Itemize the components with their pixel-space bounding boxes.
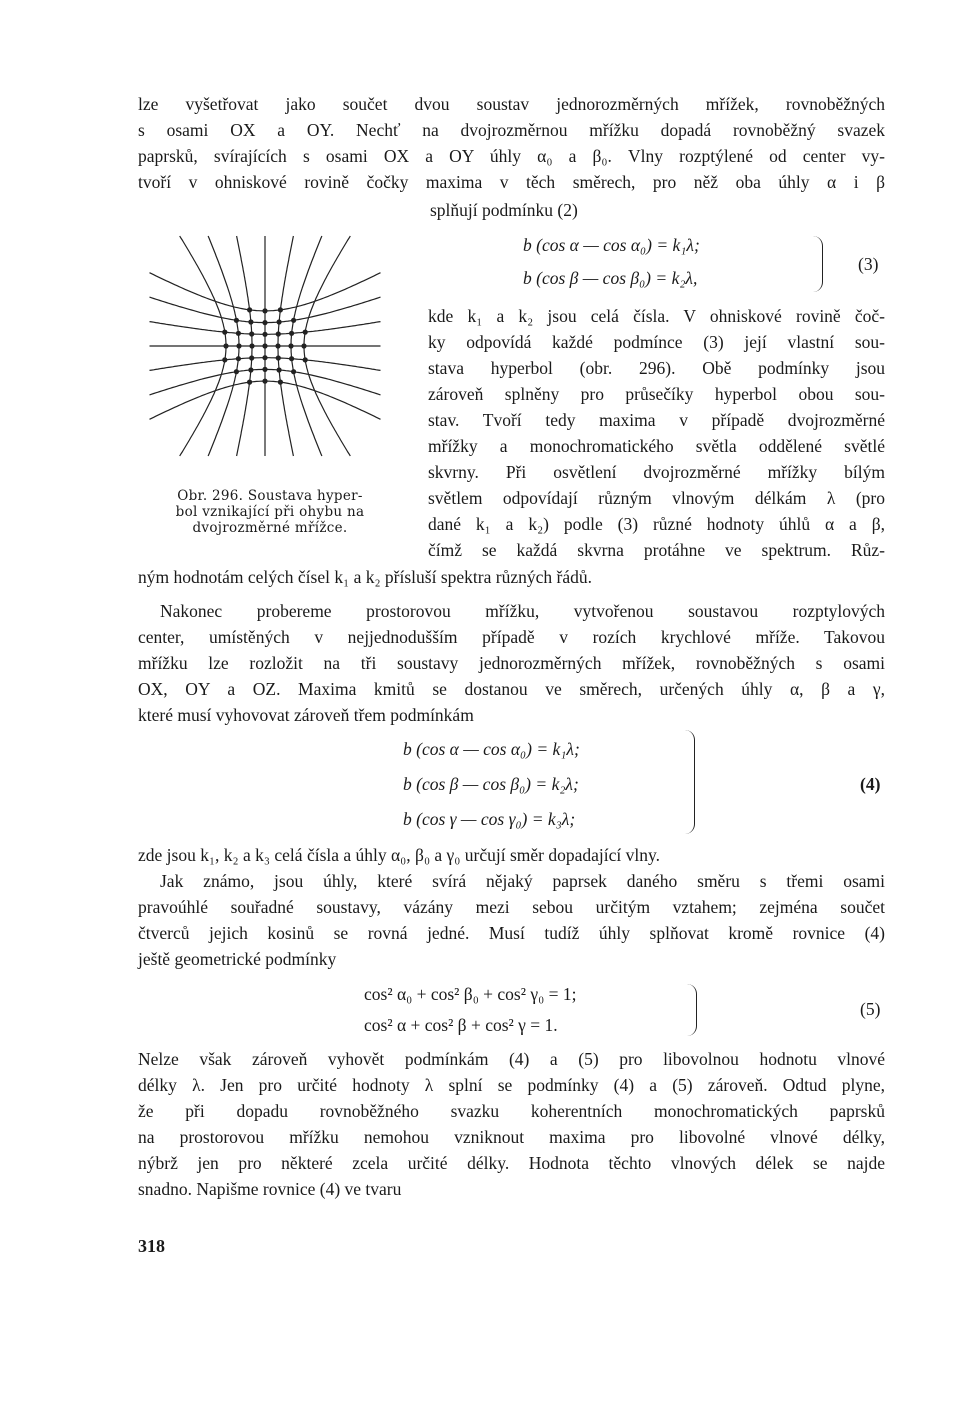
text-line: které musí vyhovovat zároveň třem podmínkám <box>138 705 474 725</box>
text-line: zároveň splněny pro průsečíky hyperbol obou sou- <box>428 384 885 404</box>
text-line: dané k₁ a k₂) podle (3) různé hodnoty úhlů α a β, <box>428 514 885 534</box>
curly-brace <box>680 730 695 834</box>
intersection-dot <box>276 331 281 336</box>
intersection-dot <box>262 343 267 348</box>
text-line: délky λ. Jen pro určité hodnoty λ splní se podmínky (4) a (5) zároveň. Odtud plyne, <box>138 1075 885 1095</box>
equation-line: b (cos γ — cos γ₀) = k₃λ; <box>403 809 576 829</box>
intersection-dot <box>248 319 253 324</box>
intersection-dot <box>262 332 267 337</box>
text-line: zde jsou k₁, k₂ a k₃ celá čísla a úhly α₀, β₀ a γ₀ určují směr dopadající vlny. <box>138 845 660 865</box>
intersection-dot <box>249 331 254 336</box>
intersection-dot <box>222 357 227 362</box>
intersection-dot <box>277 319 282 324</box>
text-line: že při dopadu rovnoběžného svazku koherentních monochromatických paprsků <box>138 1101 885 1121</box>
intersection-dot <box>275 343 280 348</box>
text-line: nýbrž jen pro některé zcela určité délky. Hodnota těchto vlnových délek se najde <box>138 1153 885 1173</box>
text-line: Nelze však zároveň vyhovět podmínkám (4) a (5) pro libovolnou hodnotu vlnové <box>138 1049 885 1069</box>
equation-line: b (cos β — cos β₀) = k₂λ, <box>523 268 698 288</box>
intersection-dot <box>278 380 283 385</box>
text-line: snadno. Napišme rovnice (4) ve tvaru <box>138 1179 402 1199</box>
intersection-dot <box>262 308 267 313</box>
text-line: světlem odpovídají různým vlnovým délkám λ (pro <box>428 488 885 508</box>
intersection-dot <box>248 367 253 372</box>
intersection-dot <box>289 356 294 361</box>
text-line: kde k₁ a k₂ jsou celá čísla. V ohniskové rovině čoč- <box>428 306 885 326</box>
intersection-dot <box>278 307 283 312</box>
curly-brace <box>682 984 697 1036</box>
intersection-dot <box>222 330 227 335</box>
intersection-dot <box>236 343 241 348</box>
equation-number: (4) <box>860 774 881 794</box>
text-line: s osami OX a OY. Nechť na dvojrozměrnou mřížku dopadá rovnoběžný svazek <box>138 120 885 140</box>
text-line: ještě geometrické podmínky <box>138 949 337 969</box>
text-line: stava hyperbol (obr. 296). Obě podmínky jsou <box>428 358 885 378</box>
equation-number: (5) <box>860 999 881 1019</box>
intersection-dot <box>303 357 308 362</box>
intersection-dot <box>291 318 296 323</box>
hyperbola-grid-figure <box>140 228 390 468</box>
intersection-dot <box>303 330 308 335</box>
intersection-dot <box>288 343 293 348</box>
text-line: ným hodnotám celých čísel k₁ a k₂ přísluší spektra různých řádů. <box>138 567 592 587</box>
text-line: mřížku lze rozložit na tři soustavy jednorozměrných mřížek, rovnoběžných s osami <box>138 653 885 673</box>
text-line: skvrny. Při osvětlení dvojrozměrné mřížky bílým <box>428 462 885 482</box>
equation-line: b (cos α — cos α₀) = k₁λ; <box>523 235 700 255</box>
equation-line: b (cos α — cos α₀) = k₁λ; <box>403 739 580 759</box>
intersection-dot <box>301 343 306 348</box>
intersection-dot <box>249 355 254 360</box>
intersection-dot <box>276 355 281 360</box>
caption-line: bol vznikající při ohybu na <box>175 504 365 520</box>
equation-number: (3) <box>858 254 879 274</box>
intersection-dot <box>236 331 241 336</box>
text-line: tvoří v ohniskové rovině čočky maxima v těch směrech, pro něž oba úhly α i β <box>138 172 885 192</box>
text-line: stav. Tvoří tedy maxima v případě dvojrozměrné <box>428 410 885 430</box>
text-line: mřížky a monochromatického světla oddělené světlé <box>428 436 885 456</box>
text-line: Nakonec probereme prostorovou mřížku, vytvořenou soustavou rozptylových <box>160 601 885 621</box>
text-line: paprsků, svírajících s osami OX a OY úhly α₀ a β₀. Vlny rozptýlené od center vy- <box>138 146 885 166</box>
caption-line: dvojrozměrné mřížce. <box>192 520 348 536</box>
figure-caption <box>150 488 390 536</box>
intersection-dot <box>262 355 267 360</box>
intersection-dot <box>262 367 267 372</box>
text-line: Jak známo, jsou úhly, které svírá nějaký paprsek daného směru s třemi osami <box>160 871 885 891</box>
intersection-dot <box>236 356 241 361</box>
text-line: OX, OY a OZ. Maxima kmitů se dostanou ve směrech, určených úhly α, β a γ, <box>138 679 885 699</box>
equation-line: cos² α₀ + cos² β₀ + cos² γ₀ = 1; <box>364 984 577 1004</box>
intersection-dot <box>249 343 254 348</box>
equation-line: cos² α + cos² β + cos² γ = 1. <box>364 1015 558 1035</box>
text-line: čtverců jejich kosinů se rovná jedné. Musí tudíž úhly splňovat kromě rovnice (4) <box>138 923 885 943</box>
page-number: 318 <box>138 1236 165 1256</box>
text-line: ky odpovídá každé podmínce (3) její vlastní sou- <box>428 332 885 352</box>
intersection-dot <box>262 379 267 384</box>
intersection-dot <box>262 320 267 325</box>
intersection-dot <box>289 331 294 336</box>
text-line: čímž se každá skvrna protáhne ve spektrum. Růz- <box>428 540 885 560</box>
intersection-dot <box>223 343 228 348</box>
intersection-dot <box>277 367 282 372</box>
intersection-dot <box>234 369 239 374</box>
curly-brace <box>808 236 823 292</box>
text-line: lze vyšetřovat jako součet dvou soustav jednorozměrných mřížek, rovnoběžných <box>138 94 885 114</box>
caption-line: Obr. 296. Soustava hyper- <box>177 488 363 504</box>
text-line: pravoúhlé souřadné soustavy, vázány mezi sebou určitým vztahem; zejména součet <box>138 897 885 917</box>
intersection-dot <box>234 318 239 323</box>
equation-line: b (cos β — cos β₀) = k₂λ; <box>403 774 579 794</box>
text-line: splňují podmínku (2) <box>430 200 578 220</box>
text-line: na prostorovou mřížku nemohou vzniknout maxima pro libovolné vlnové délky, <box>138 1127 885 1147</box>
intersection-dot <box>291 369 296 374</box>
text-line: center, umístěných v nejjednodušším případě v rozích krychlové mříže. Takovou <box>138 627 885 647</box>
intersection-dot <box>247 380 252 385</box>
intersection-dot <box>247 307 252 312</box>
